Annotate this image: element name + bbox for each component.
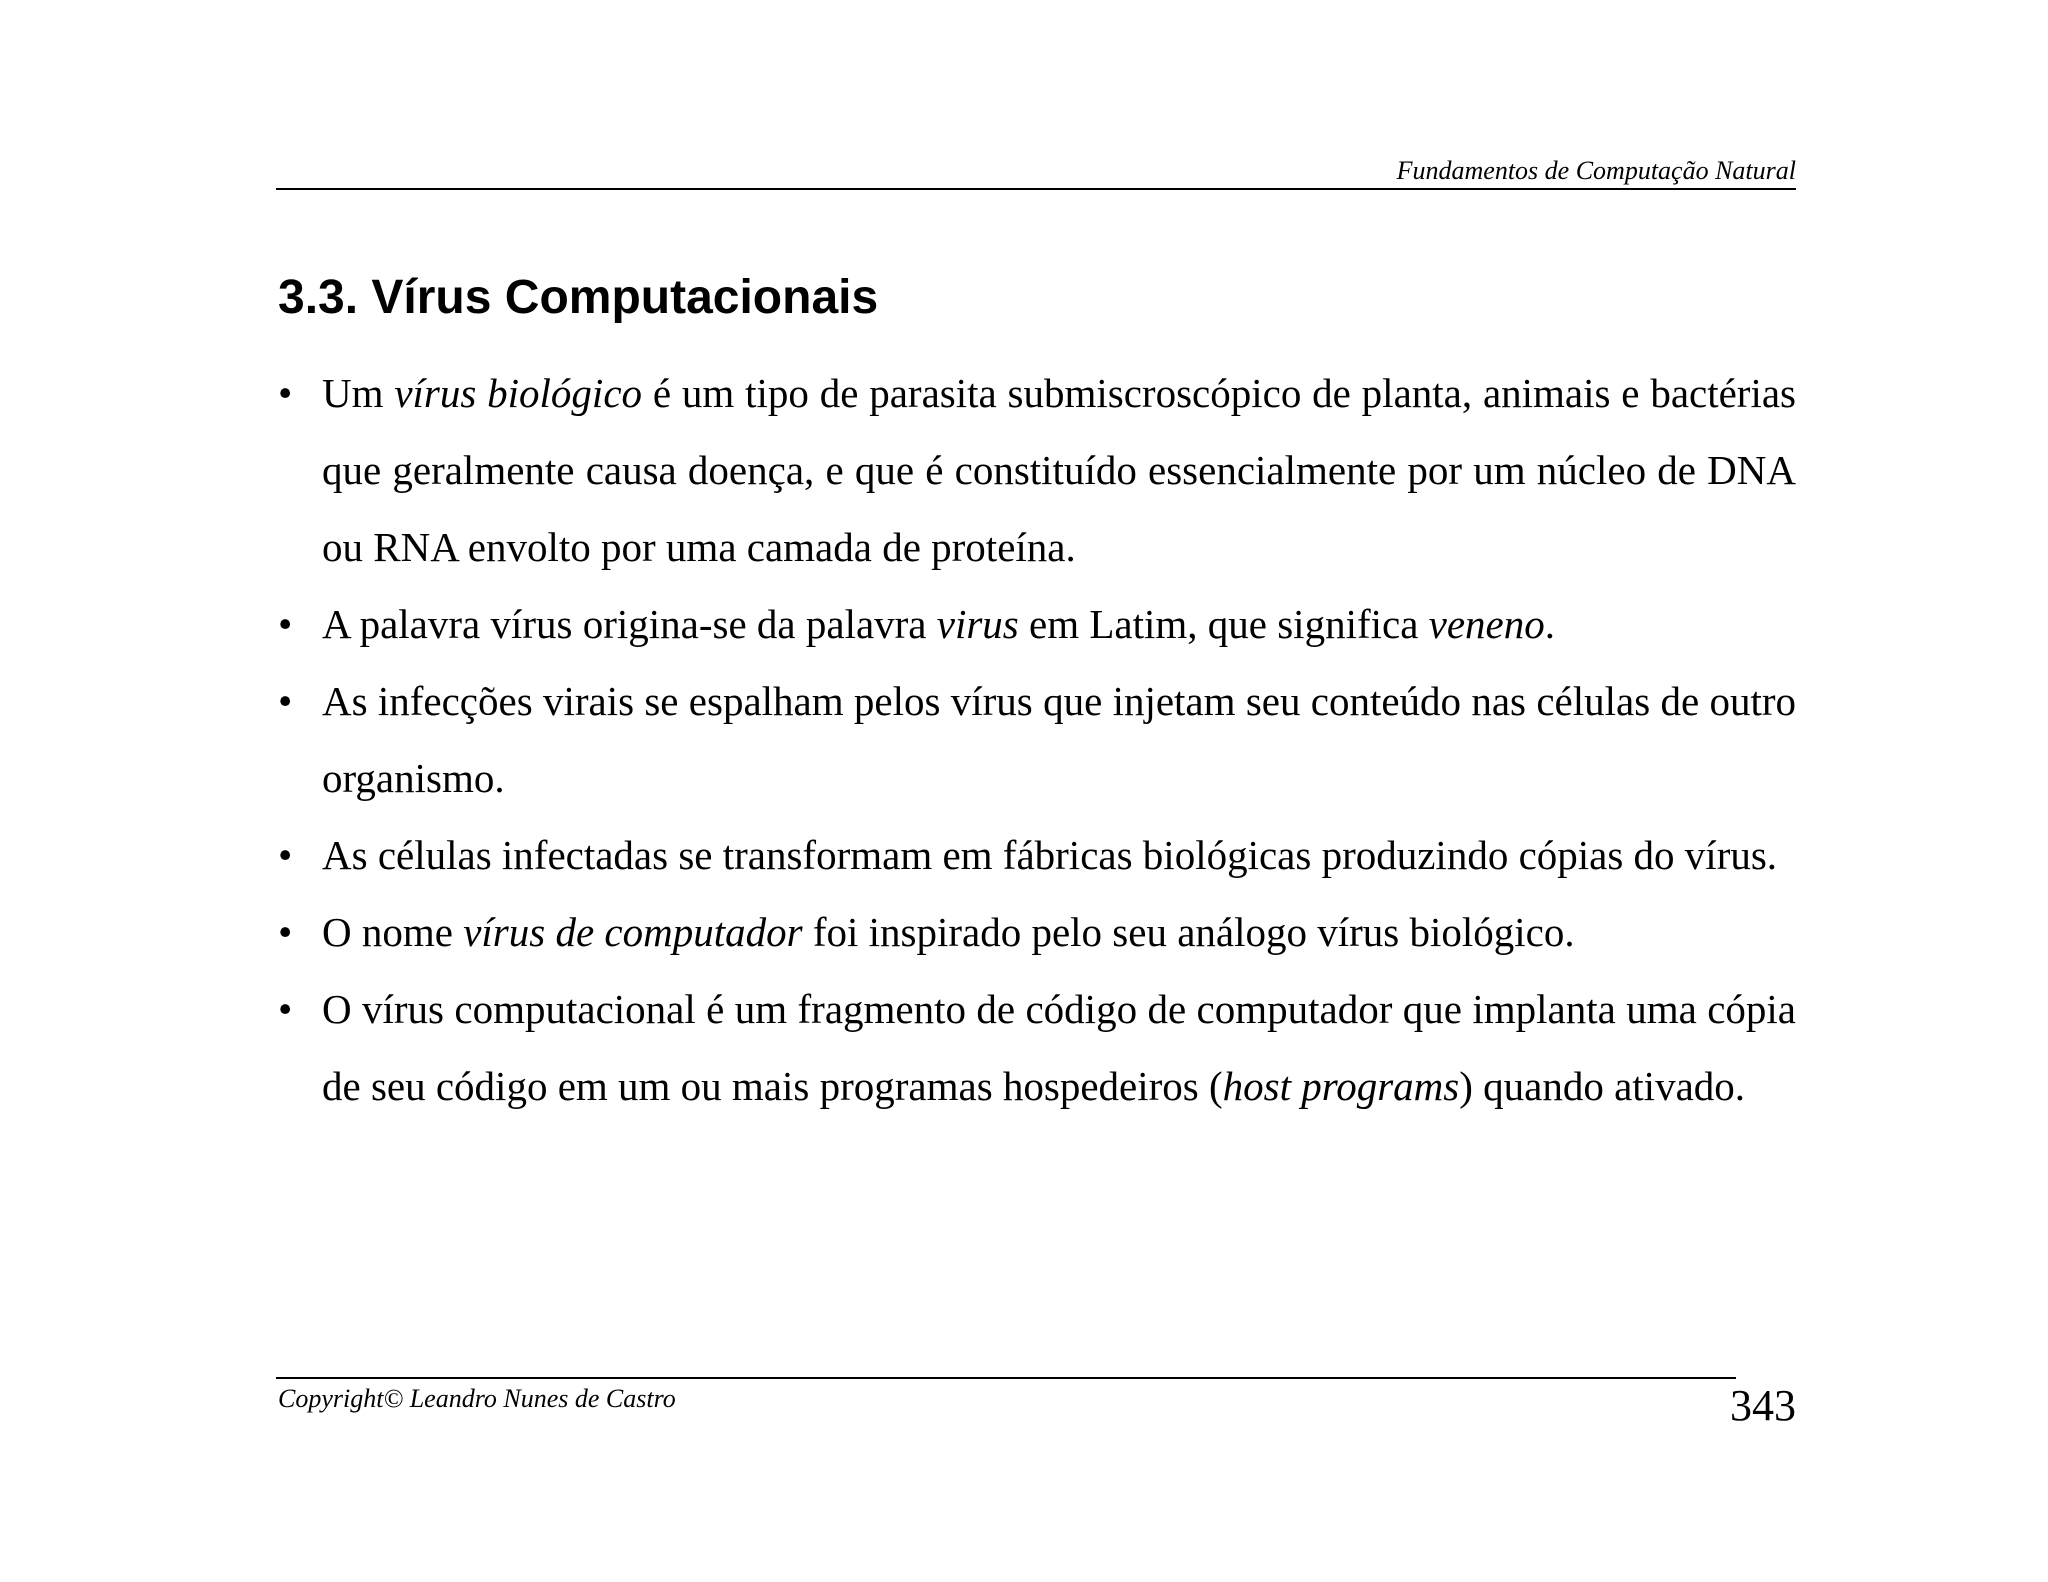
running-header bbox=[276, 154, 1796, 190]
bullet-text: em Latim, que significa bbox=[1018, 601, 1429, 647]
copyright-notice: Copyright© Leandro Nunes de Castro bbox=[278, 1384, 676, 1413]
bullet-text: As infecções virais se espalham pelos vírus que injetam seu conteúdo nas células de outro organismo. bbox=[322, 678, 1796, 801]
bullet-emphasis: vírus de computador bbox=[463, 909, 803, 955]
bullet-emphasis: veneno bbox=[1428, 601, 1545, 647]
bullet-item-virus-biologico bbox=[278, 355, 1796, 586]
bullet-text: . bbox=[1544, 601, 1555, 647]
bullet-item-etimologia bbox=[278, 586, 1796, 663]
section-title: 3.3. Vírus Computacionais bbox=[278, 271, 879, 324]
running-header-title: Fundamentos de Computação Natural bbox=[1396, 156, 1796, 185]
bullet-list bbox=[278, 355, 1796, 1125]
bullet-text: foi inspirado pelo seu análogo vírus biológico. bbox=[802, 909, 1575, 955]
bullet-text: A palavra vírus origina-se da palavra bbox=[322, 601, 937, 647]
bullet-item-infeccoes bbox=[278, 663, 1796, 817]
bullet-emphasis: host programs bbox=[1222, 1063, 1460, 1109]
bullet-text: O vírus computacional é um fragmento de código de computador que implanta uma cópia de seu código em um ou mais programas hospedeiros ( bbox=[322, 986, 1796, 1109]
bullet-emphasis: vírus biológico bbox=[394, 370, 643, 416]
bullet-text: O nome bbox=[322, 909, 464, 955]
footer-rule bbox=[276, 1377, 1736, 1379]
bullet-item-virus-computacional bbox=[278, 971, 1796, 1125]
bullet-emphasis: virus bbox=[936, 601, 1019, 647]
bullet-item-nome bbox=[278, 894, 1796, 971]
page-number: 343 bbox=[1730, 1381, 1796, 1430]
bullet-text: ) quando ativado. bbox=[1459, 1063, 1746, 1109]
bullet-text: é um tipo de parasita submiscroscópico de planta, animais e bactérias que geralmente causa doença, e que é constituído essencialmente por um núcleo de DNA ou RNA envolto por uma camada de proteína. bbox=[322, 370, 1796, 570]
bullet-text: As células infectadas se transformam em fábricas biológicas produzindo cópias do vírus. bbox=[322, 832, 1778, 878]
bullet-item-celulas bbox=[278, 817, 1796, 894]
bullet-text: Um bbox=[322, 370, 395, 416]
